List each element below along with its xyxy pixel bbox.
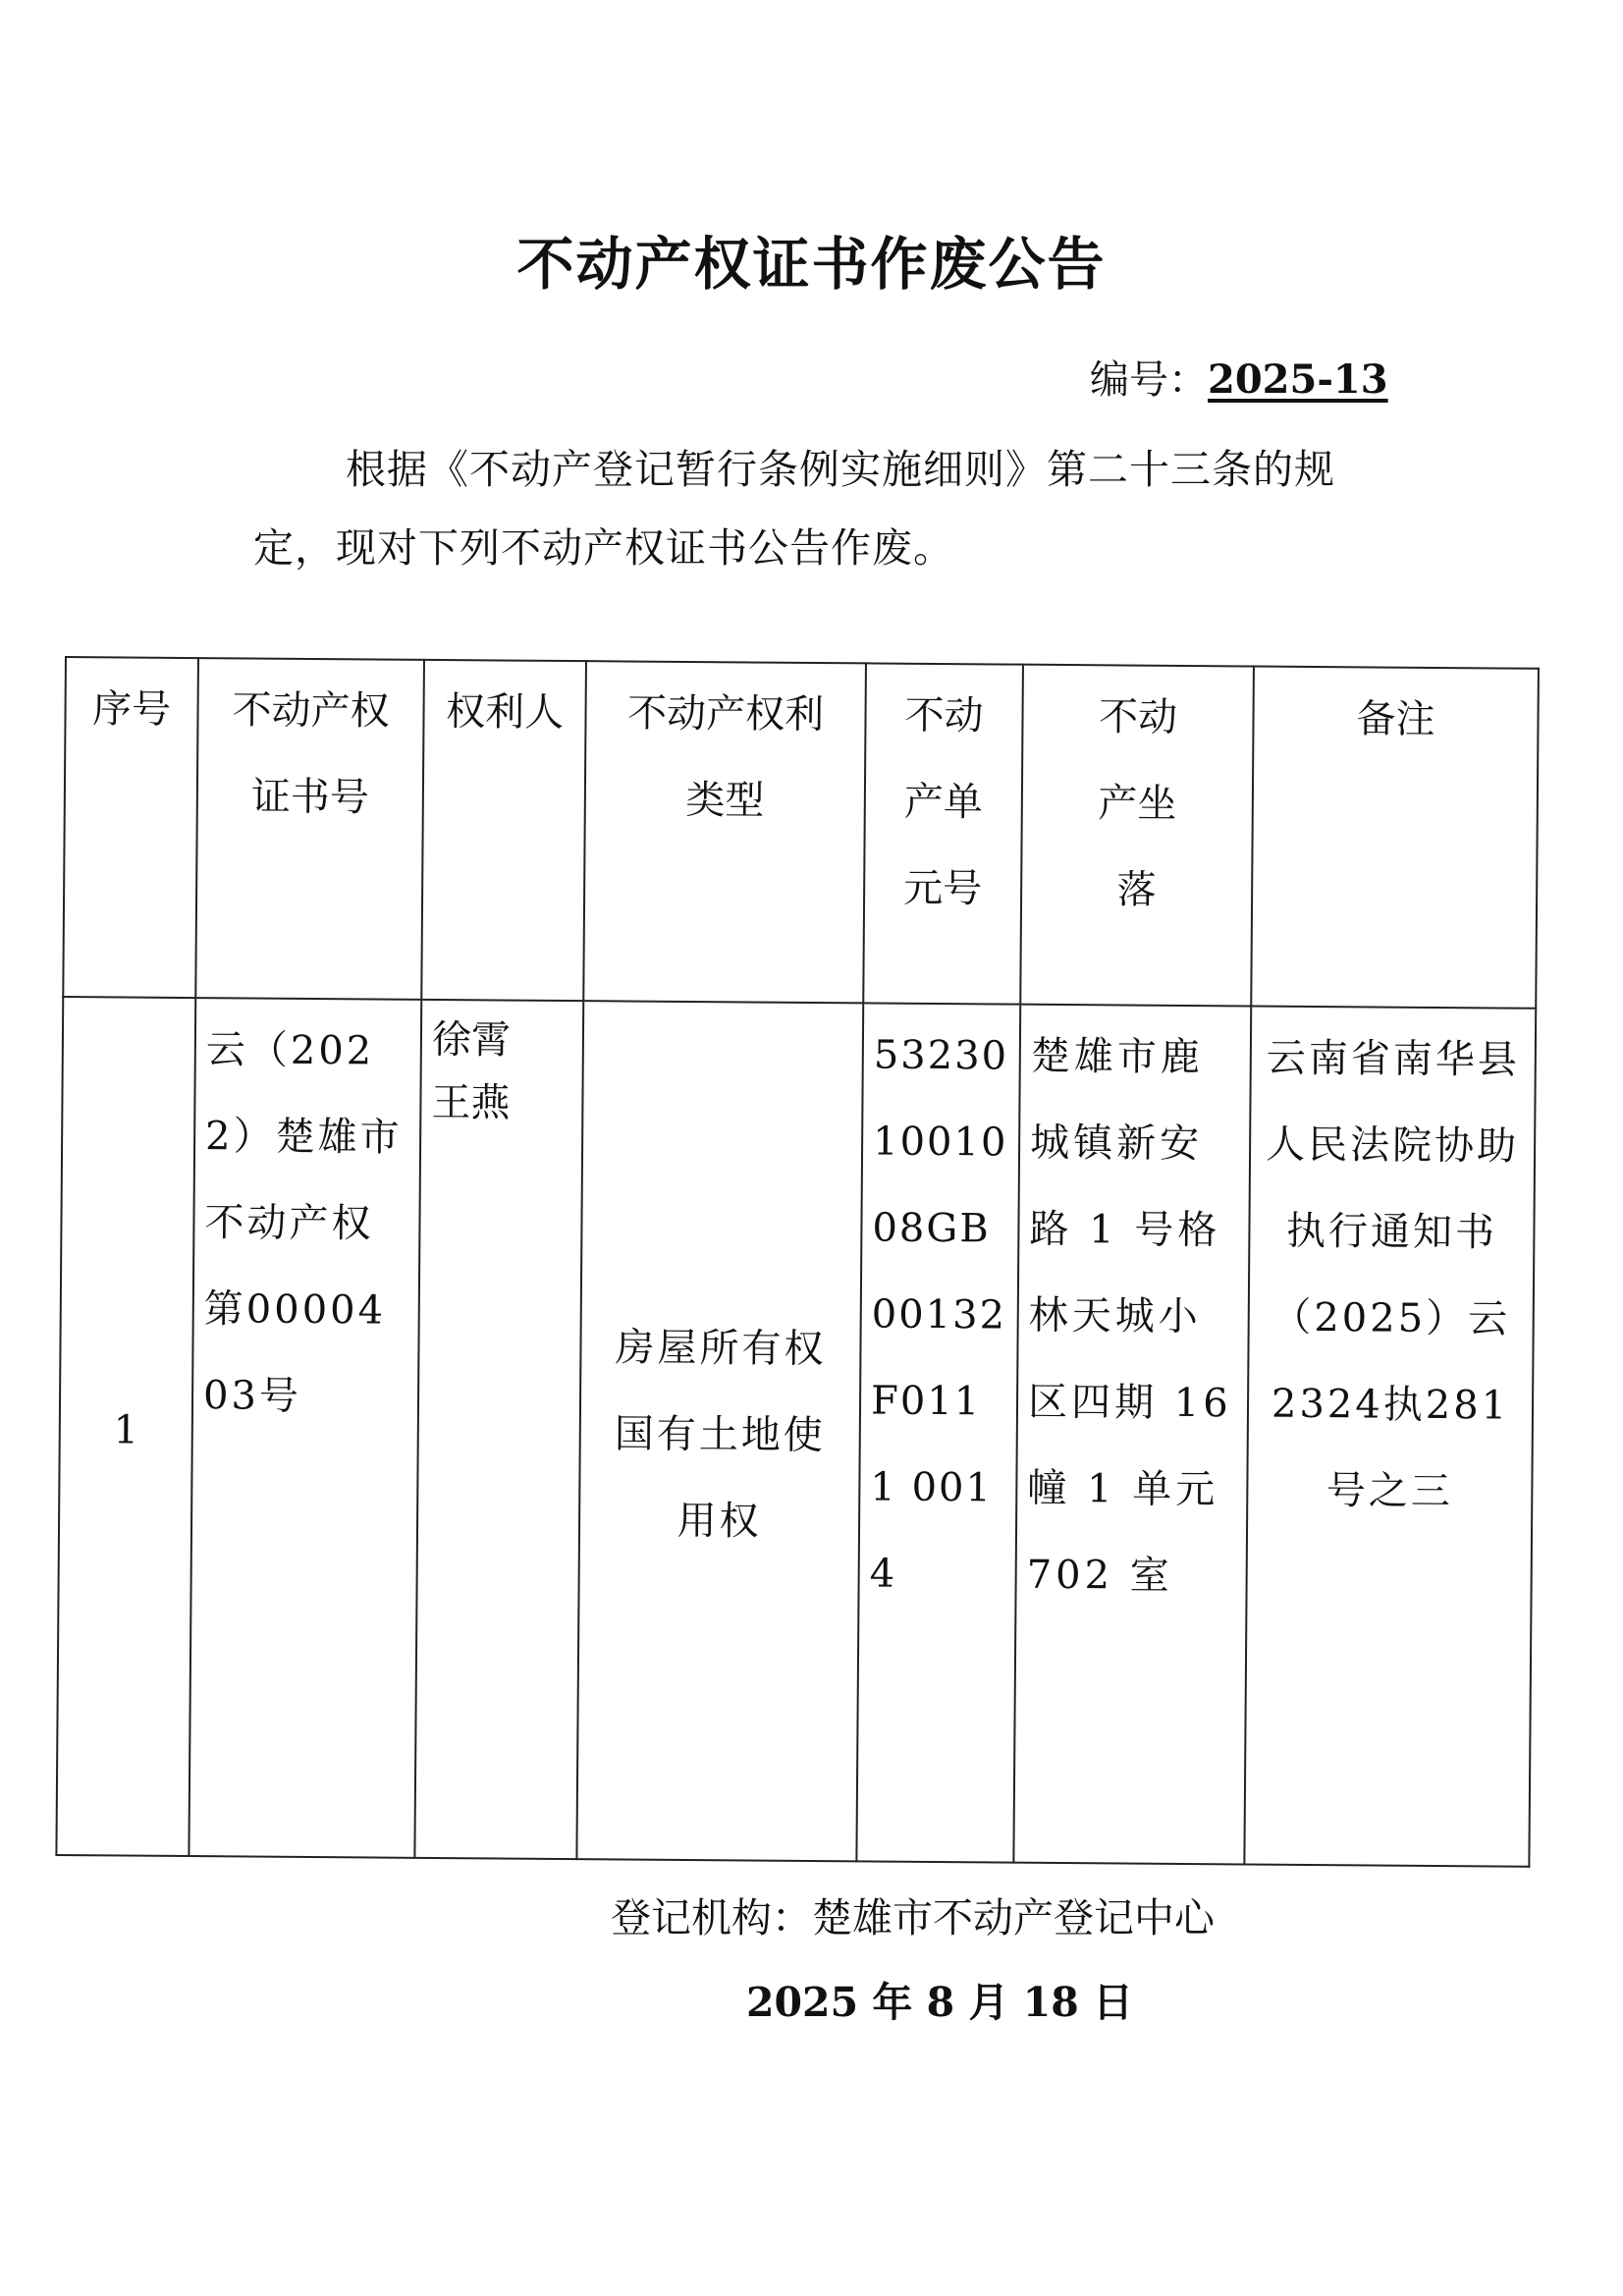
document-number: [1090, 349, 1388, 405]
header-right-type: 不动产权利类型: [583, 661, 866, 1003]
header-holder: 权利人: [421, 660, 586, 1001]
cell-unit-no: 5323010010 08GB00132F0111 0014: [856, 1003, 1020, 1862]
cell-remark: 云南省南华县人民法院协助执行通知书（2025）云2324执281号之三: [1244, 1007, 1536, 1867]
header-index: 序号: [63, 657, 198, 998]
void-certificate-table: [55, 656, 1540, 1868]
header-cert-no: 不动产权证书号: [195, 658, 424, 1000]
cell-location: 楚雄市鹿城镇新安路 1 号格林天城小区四期 16 幢 1 单元 702 室: [1013, 1005, 1251, 1865]
header-location: 不动产坐落: [1020, 665, 1254, 1007]
issue-date: 2025 年 8 月 18 日: [746, 1979, 1134, 2026]
document-number-label: 编号：: [1090, 357, 1208, 403]
cell-right-type: 房屋所有权国有土地使用权: [576, 1001, 863, 1861]
page-title: 不动产权证书作废公告: [516, 231, 1107, 298]
cell-holders: [414, 1000, 583, 1859]
notice-body: 根据《不动产登记暂行条例实施细则》第二十三条的规定，现对下列不动产权证书公告作废。: [253, 446, 1335, 572]
holder-name: 徐霄: [431, 1016, 512, 1064]
header-unit-no: 不动产单元号: [863, 663, 1023, 1004]
document-number-value: 2025-13: [1208, 356, 1388, 403]
holder-name: 王燕: [431, 1079, 511, 1126]
table-row: [56, 997, 1536, 1867]
cell-index: 1: [56, 997, 195, 1856]
issuing-authority: 登记机构：楚雄市不动产登记中心: [611, 1894, 1215, 1941]
table-header-row: [63, 657, 1539, 1009]
cell-cert-no: 云（2022）楚雄市不动产权第0000403号: [189, 998, 421, 1858]
header-remark: 备注: [1251, 667, 1539, 1009]
